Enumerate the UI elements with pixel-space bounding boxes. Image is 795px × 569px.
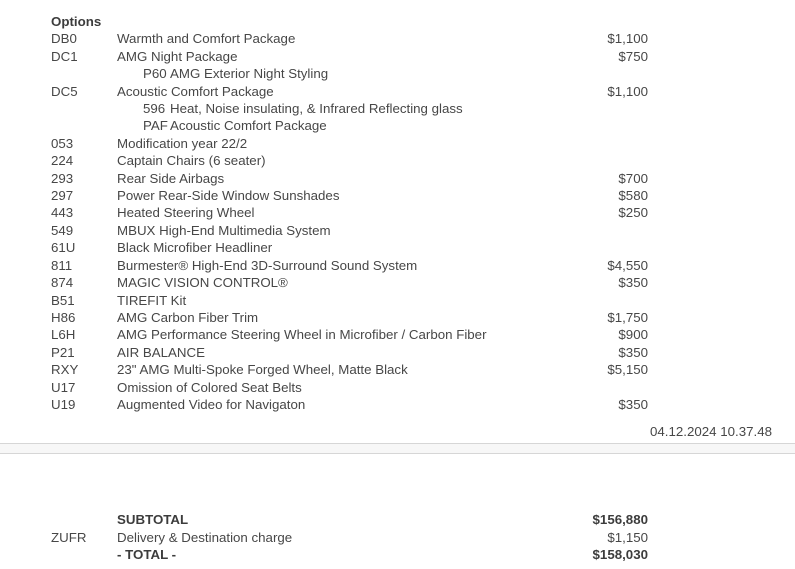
print-timestamp: 04.12.2024 10.37.48 — [649, 424, 772, 440]
sub-option-description: AMG Exterior Night Styling — [170, 66, 329, 82]
sub-option-code: P60 — [143, 66, 167, 82]
option-description: Heated Steering Wheel — [117, 205, 255, 221]
option-row — [0, 292, 795, 309]
option-row — [0, 30, 795, 47]
option-price: $4,550 — [607, 257, 648, 273]
option-code: 293 — [51, 170, 74, 186]
option-price: $350 — [618, 275, 648, 291]
option-price: $1,100 — [607, 31, 648, 47]
option-code: H86 — [51, 309, 76, 325]
option-code: P21 — [51, 344, 75, 360]
option-code: RXY — [51, 362, 79, 378]
sub-option-description: Acoustic Comfort Package — [170, 118, 327, 134]
option-description: Warmth and Comfort Package — [117, 31, 296, 47]
option-row — [0, 48, 795, 65]
option-row — [0, 187, 795, 204]
total-label: - TOTAL - — [117, 547, 177, 563]
option-row — [0, 361, 795, 378]
total-label: SUBTOTAL — [117, 511, 189, 527]
total-value: $156,880 — [592, 511, 648, 527]
option-price: $750 — [618, 48, 648, 64]
option-row — [0, 135, 795, 152]
option-code: 549 — [51, 222, 74, 238]
option-row — [0, 239, 795, 256]
option-row — [0, 222, 795, 239]
option-description: AMG Carbon Fiber Trim — [117, 309, 259, 325]
totals-section — [0, 511, 795, 564]
option-price: $700 — [618, 170, 648, 186]
option-price: $1,750 — [607, 309, 648, 325]
option-description: Captain Chairs (6 seater) — [117, 153, 266, 169]
option-row — [0, 83, 795, 100]
option-code: DB0 — [51, 31, 77, 47]
option-row — [0, 170, 795, 187]
option-description: AIR BALANCE — [117, 344, 205, 360]
option-price: $350 — [618, 344, 648, 360]
option-description: AMG Performance Steering Wheel in Microfiber / Carbon Fiber — [117, 327, 487, 343]
option-code: 224 — [51, 153, 74, 169]
option-code: 053 — [51, 135, 74, 151]
option-price: $5,150 — [607, 362, 648, 378]
option-code: 61U — [51, 240, 76, 256]
sub-option-description: Heat, Noise insulating, & Infrared Reflecting glass — [170, 101, 463, 117]
option-row — [0, 204, 795, 221]
sub-option-row — [0, 117, 795, 134]
total-value: $1,150 — [607, 529, 648, 545]
section-divider — [0, 443, 795, 454]
option-code: DC5 — [51, 83, 78, 99]
total-row — [0, 511, 795, 529]
option-row — [0, 344, 795, 361]
option-description: Augmented Video for Navigaton — [117, 396, 306, 412]
option-description: Power Rear-Side Window Sunshades — [117, 188, 340, 204]
option-code: 297 — [51, 188, 74, 204]
option-row — [0, 257, 795, 274]
options-list — [0, 30, 795, 413]
option-code: U19 — [51, 396, 76, 412]
option-description: Black Microfiber Headliner — [117, 240, 273, 256]
option-code: 811 — [51, 257, 73, 273]
option-row — [0, 326, 795, 343]
option-price: $900 — [618, 327, 648, 343]
option-description: Rear Side Airbags — [117, 170, 225, 186]
options-section-title: Options — [51, 14, 102, 29]
option-description: Burmester® High-End 3D-Surround Sound System — [117, 257, 418, 273]
option-code: L6H — [51, 327, 76, 343]
total-value: $158,030 — [592, 547, 648, 563]
option-description: MBUX High-End Multimedia System — [117, 222, 331, 238]
option-price: $580 — [618, 188, 648, 204]
total-code: ZUFR — [51, 529, 87, 545]
option-code: 874 — [51, 275, 74, 291]
option-row — [0, 274, 795, 291]
total-label: Delivery & Destination charge — [117, 529, 293, 545]
option-row — [0, 309, 795, 326]
sub-option-code: 596 — [143, 101, 166, 117]
total-row — [0, 529, 795, 547]
option-price: $250 — [618, 205, 648, 221]
option-description: Acoustic Comfort Package — [117, 83, 274, 99]
option-row — [0, 396, 795, 413]
option-description: MAGIC VISION CONTROL® — [117, 275, 288, 291]
option-price: $350 — [618, 396, 648, 412]
sub-option-row — [0, 100, 795, 117]
option-code: 443 — [51, 205, 74, 221]
option-description: AMG Night Package — [117, 48, 238, 64]
option-description: Modification year 22/2 — [117, 135, 248, 151]
option-description: TIREFIT Kit — [117, 292, 187, 308]
sub-option-code: PAF — [143, 118, 168, 134]
total-row — [0, 546, 795, 564]
option-price: $1,100 — [607, 83, 648, 99]
option-row — [0, 152, 795, 169]
option-code: U17 — [51, 379, 76, 395]
option-description: Omission of Colored Seat Belts — [117, 379, 302, 395]
sub-option-row — [0, 65, 795, 82]
option-code: DC1 — [51, 48, 78, 64]
option-row — [0, 379, 795, 396]
option-code: B51 — [51, 292, 75, 308]
option-description: 23" AMG Multi-Spoke Forged Wheel, Matte Black — [117, 362, 408, 378]
